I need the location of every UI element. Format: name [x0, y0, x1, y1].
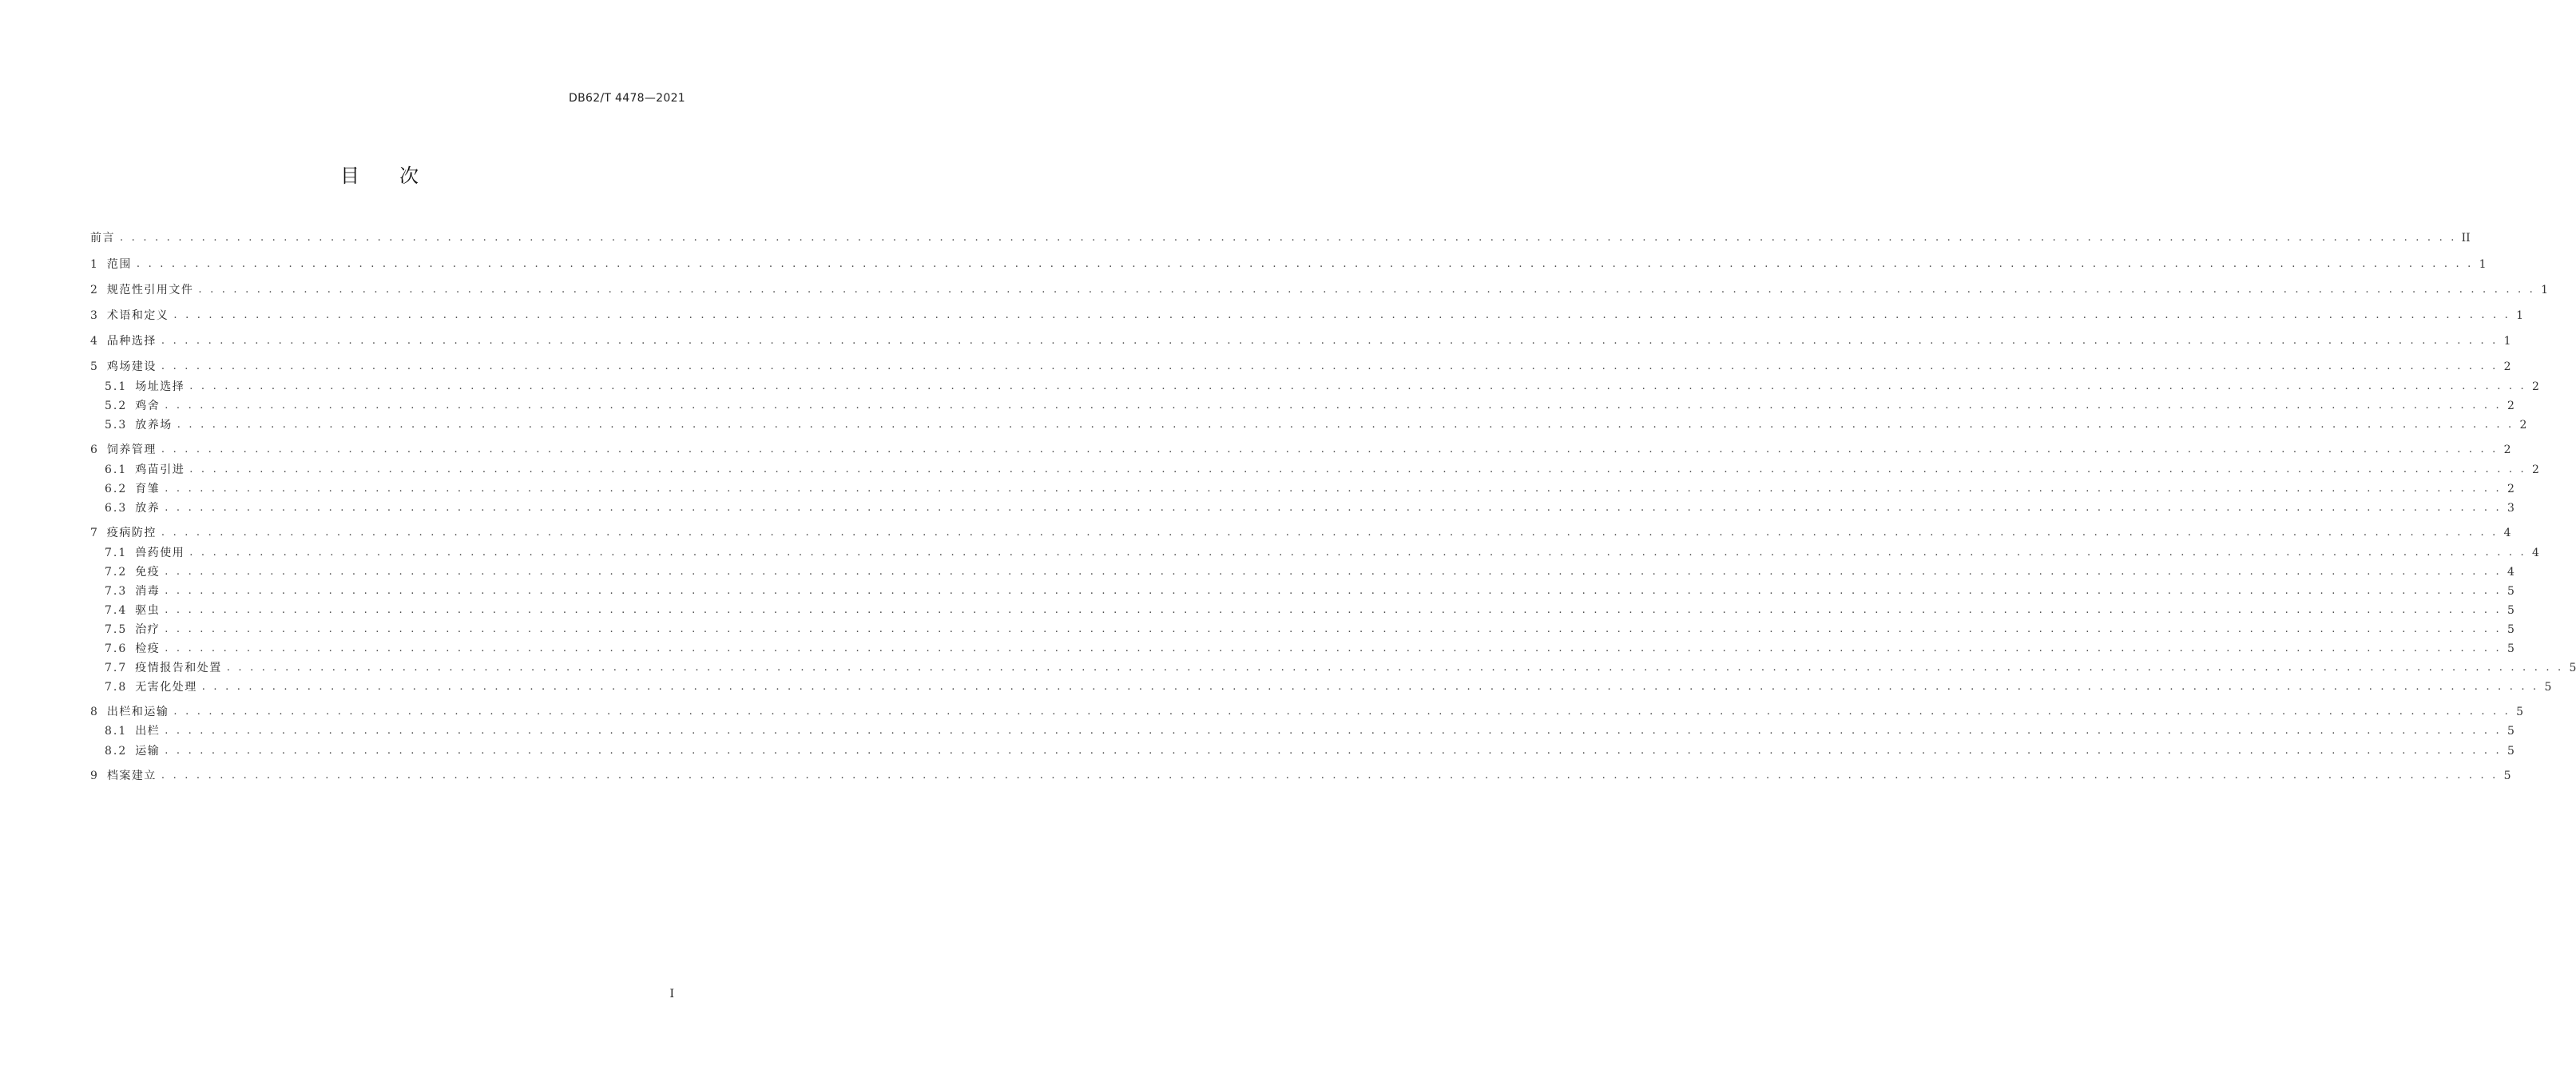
title-char-1: 目 — [340, 165, 359, 187]
toc-entry-number: 5.3 — [105, 419, 128, 432]
toc-entry[interactable] — [90, 525, 2511, 541]
toc-leader-dots: . . . . . . . . . . . . . . . . . . . . . . . . . . . . . . . . . . . . . . . . . . . . . . . . . . . . . . . . . . . . . . . . . . . . . . . . . . . . . . . . . . . . . . . . . . . . . . . . . . . . . . . . . . . . . . . . . . . . . . . . . . . . . . . . . . . . . . . . . . . . . . . . . . . . . . . . . . . . . . . . . . . . . . . . . . . . . . . . . . . . . . . . . . . . . . . . . . . . . . . . — [161, 360, 2499, 372]
toc-entry-title: 出栏和运输 — [106, 706, 169, 718]
toc-entry-title: 疫病防控 — [106, 527, 157, 539]
toc-leader-dots: . . . . . . . . . . . . . . . . . . . . . . . . . . . . . . . . . . . . . . . . . . . . . . . . . . . . . . . . . . . . . . . . . . . . . . . . . . . . . . . . . . . . . . . . . . . . . . . . . . . . . . . . . . . . . . . . . . . . . . . . . . . . . . . . . . . . . . . . . . . . . . . . . . . . . . . . . . . . . . . . . . . . . . . . . . . . . . . . . . . . . . . . . . . . . . . . . . . . . . . . — [173, 309, 2511, 321]
toc-entry-page: 2 — [2519, 419, 2527, 432]
toc-entry-title: 免疫 — [135, 566, 161, 579]
toc-leader-dots: . . . . . . . . . . . . . . . . . . . . . . . . . . . . . . . . . . . . . . . . . . . . . . . . . . . . . . . . . . . . . . . . . . . . . . . . . . . . . . . . . . . . . . . . . . . . . . . . . . . . . . . . . . . . . . . . . . . . . . . . . . . . . . . . . . . . . . . . . . . . . . . . . . . . . . . . . . . . . . . . . . . . . . . . . . . . . . . . . . . . . . . . . . . . . . . . . . . . . . . . — [120, 232, 2457, 244]
toc-leader-dots: . . . . . . . . . . . . . . . . . . . . . . . . . . . . . . . . . . . . . . . . . . . . . . . . . . . . . . . . . . . . . . . . . . . . . . . . . . . . . . . . . . . . . . . . . . . . . . . . . . . . . . . . . . . . . . . . . . . . . . . . . . . . . . . . . . . . . . . . . . . . . . . . . . . . . . . . . . . . . . . . . . . . . . . . . . . . . . . . . . . . . . . . . . . . . . . . . . . . . . . . — [136, 258, 2474, 270]
toc-leader-dots: . . . . . . . . . . . . . . . . . . . . . . . . . . . . . . . . . . . . . . . . . . . . . . . . . . . . . . . . . . . . . . . . . . . . . . . . . . . . . . . . . . . . . . . . . . . . . . . . . . . . . . . . . . . . . . . . . . . . . . . . . . . . . . . . . . . . . . . . . . . . . . . . . . . . . . . . . . . . . . . . . . . . . . . . . . . . . . . . . . . . . . . . . . . . . . . . . . . . . . . . — [226, 662, 2564, 674]
toc-leader-dots: . . . . . . . . . . . . . . . . . . . . . . . . . . . . . . . . . . . . . . . . . . . . . . . . . . . . . . . . . . . . . . . . . . . . . . . . . . . . . . . . . . . . . . . . . . . . . . . . . . . . . . . . . . . . . . . . . . . . . . . . . . . . . . . . . . . . . . . . . . . . . . . . . . . . . . . . . . . . . . . . . . . . . . . . . . . . . . . . . . . . . . . . . . . . . . . . . . . . . . . . — [165, 483, 2502, 495]
toc-entry-title: 术语和定义 — [106, 309, 169, 322]
toc-leader-dots: . . . . . . . . . . . . . . . . . . . . . . . . . . . . . . . . . . . . . . . . . . . . . . . . . . . . . . . . . . . . . . . . . . . . . . . . . . . . . . . . . . . . . . . . . . . . . . . . . . . . . . . . . . . . . . . . . . . . . . . . . . . . . . . . . . . . . . . . . . . . . . . . . . . . . . . . . . . . . . . . . . . . . . . . . . . . . . . . . . . . . . . . . . . . . . . . . . . . . . . . — [161, 444, 2499, 455]
toc-entry-number: 7.8 — [105, 681, 128, 694]
toc-entry[interactable] — [90, 462, 2539, 478]
toc-entry-number: 6 — [90, 444, 99, 456]
toc-entry-title: 场址选择 — [135, 380, 185, 393]
toc-entry-title: 鸡舍 — [135, 400, 161, 412]
toc-entry-number: 7.4 — [105, 604, 128, 617]
toc-entry-number: 5.2 — [105, 400, 128, 412]
toc-entry[interactable] — [90, 660, 2576, 676]
toc-entry-page: 1 — [2516, 309, 2524, 322]
toc-entry-title: 范围 — [106, 258, 132, 271]
toc-entry[interactable] — [90, 359, 2511, 375]
toc-entry-page: 2 — [2503, 444, 2511, 456]
toc-leader-dots: . . . . . . . . . . . . . . . . . . . . . . . . . . . . . . . . . . . . . . . . . . . . . . . . . . . . . . . . . . . . . . . . . . . . . . . . . . . . . . . . . . . . . . . . . . . . . . . . . . . . . . . . . . . . . . . . . . . . . . . . . . . . . . . . . . . . . . . . . . . . . . . . . . . . . . . . . . . . . . . . . . . . . . . . . . . . . . . . . . . . . . . . . . . . . . . . . . . . . . . . — [161, 335, 2499, 347]
toc-entry-title: 治疗 — [135, 623, 161, 636]
toc-entry-page: II — [2461, 232, 2471, 245]
toc-leader-dots: . . . . . . . . . . . . . . . . . . . . . . . . . . . . . . . . . . . . . . . . . . . . . . . . . . . . . . . . . . . . . . . . . . . . . . . . . . . . . . . . . . . . . . . . . . . . . . . . . . . . . . . . . . . . . . . . . . . . . . . . . . . . . . . . . . . . . . . . . . . . . . . . . . . . . . . . . . . . . . . . . . . . . . . . . . . . . . . . . . . . . . . . . . . . . . . . . . . . . . . . — [189, 547, 2526, 559]
toc-entry-number: 8.1 — [105, 725, 128, 738]
toc-entry-title: 品种选择 — [106, 335, 157, 348]
toc-leader-dots: . . . . . . . . . . . . . . . . . . . . . . . . . . . . . . . . . . . . . . . . . . . . . . . . . . . . . . . . . . . . . . . . . . . . . . . . . . . . . . . . . . . . . . . . . . . . . . . . . . . . . . . . . . . . . . . . . . . . . . . . . . . . . . . . . . . . . . . . . . . . . . . . . . . . . . . . . . . . . . . . . . . . . . . . . . . . . . . . . . . . . . . . . . . . . . . . . . . . . . . . — [165, 400, 2502, 412]
toc-entry-title: 无害化处理 — [135, 681, 197, 694]
title-char-2: 次 — [399, 165, 419, 187]
toc-entry-page: 2 — [2503, 360, 2511, 373]
toc-leader-dots: . . . . . . . . . . . . . . . . . . . . . . . . . . . . . . . . . . . . . . . . . . . . . . . . . . . . . . . . . . . . . . . . . . . . . . . . . . . . . . . . . . . . . . . . . . . . . . . . . . . . . . . . . . . . . . . . . . . . . . . . . . . . . . . . . . . . . . . . . . . . . . . . . . . . . . . . . . . . . . . . . . . . . . . . . . . . . . . . . . . . . . . . . . . . . . . . . . . . . . . . — [165, 623, 2502, 635]
toc-entry-page: 5 — [2507, 623, 2514, 636]
toc-entry-title: 疫情报告和处置 — [135, 662, 222, 674]
toc-entry-number: 1 — [90, 258, 99, 271]
toc-entry-number: 2 — [90, 284, 99, 296]
toc-entry-number: 6.3 — [105, 502, 128, 515]
toc-leader-dots: . . . . . . . . . . . . . . . . . . . . . . . . . . . . . . . . . . . . . . . . . . . . . . . . . . . . . . . . . . . . . . . . . . . . . . . . . . . . . . . . . . . . . . . . . . . . . . . . . . . . . . . . . . . . . . . . . . . . . . . . . . . . . . . . . . . . . . . . . . . . . . . . . . . . . . . . . . . . . . . . . . . . . . . . . . . . . . . . . . . . . . . . . . . . . . . . . . . . . . . . — [173, 706, 2511, 718]
toc-leader-dots: . . . . . . . . . . . . . . . . . . . . . . . . . . . . . . . . . . . . . . . . . . . . . . . . . . . . . . . . . . . . . . . . . . . . . . . . . . . . . . . . . . . . . . . . . . . . . . . . . . . . . . . . . . . . . . . . . . . . . . . . . . . . . . . . . . . . . . . . . . . . . . . . . . . . . . . . . . . . . . . . . . . . . . . . . . . . . . . . . . . . . . . . . . . . . . . . . . . . . . . . — [165, 745, 2502, 757]
toc-entry-title: 档案建立 — [106, 770, 157, 782]
toc-entry[interactable] — [90, 641, 2514, 657]
toc-entry[interactable] — [90, 308, 2524, 324]
toc-entry[interactable] — [90, 282, 2549, 298]
toc-entry-title: 规范性引用文件 — [106, 284, 194, 296]
toc-leader-dots: . . . . . . . . . . . . . . . . . . . . . . . . . . . . . . . . . . . . . . . . . . . . . . . . . . . . . . . . . . . . . . . . . . . . . . . . . . . . . . . . . . . . . . . . . . . . . . . . . . . . . . . . . . . . . . . . . . . . . . . . . . . . . . . . . . . . . . . . . . . . . . . . . . . . . . . . . . . . . . . . . . . . . . . . . . . . . . . . . . . . . . . . . . . . . . . . . . . . . . . . — [165, 502, 2502, 514]
toc-entry-number: 7.6 — [105, 642, 128, 655]
toc-entry[interactable] — [90, 768, 2511, 784]
toc-entry-page: 5 — [2507, 745, 2514, 758]
toc-entry[interactable] — [90, 379, 2539, 395]
standard-number: DB62/T 4478—2021 — [569, 92, 685, 105]
toc-entry-page: 3 — [2507, 502, 2514, 515]
toc-entry-page: 5 — [2507, 585, 2514, 598]
toc-entry-number: 5 — [90, 360, 99, 373]
toc-entry-number: 4 — [90, 335, 99, 348]
toc-entry-number: 5.1 — [105, 380, 128, 393]
toc-entry-number: 9 — [90, 770, 99, 782]
toc-entry-page: 5 — [2544, 681, 2552, 694]
toc-leader-dots: . . . . . . . . . . . . . . . . . . . . . . . . . . . . . . . . . . . . . . . . . . . . . . . . . . . . . . . . . . . . . . . . . . . . . . . . . . . . . . . . . . . . . . . . . . . . . . . . . . . . . . . . . . . . . . . . . . . . . . . . . . . . . . . . . . . . . . . . . . . . . . . . . . . . . . . . . . . . . . . . . . . . . . . . . . . . . . . . . . . . . . . . . . . . . . . . . . . . . . . . — [189, 380, 2526, 392]
toc-entry-number: 7.2 — [105, 566, 128, 579]
toc-leader-dots: . . . . . . . . . . . . . . . . . . . . . . . . . . . . . . . . . . . . . . . . . . . . . . . . . . . . . . . . . . . . . . . . . . . . . . . . . . . . . . . . . . . . . . . . . . . . . . . . . . . . . . . . . . . . . . . . . . . . . . . . . . . . . . . . . . . . . . . . . . . . . . . . . . . . . . . . . . . . . . . . . . . . . . . . . . . . . . . . . . . . . . . . . . . . . . . . . . . . . . . . — [189, 463, 2526, 475]
toc-entry-number: 7 — [90, 527, 99, 539]
toc-entry-page: 5 — [2507, 725, 2514, 738]
toc-entry-page: 2 — [2507, 483, 2514, 495]
toc-entry[interactable] — [90, 704, 2524, 720]
toc-entry-page: 5 — [2507, 604, 2514, 617]
toc-entry-title: 兽药使用 — [135, 547, 185, 559]
toc-entry-number: 3 — [90, 309, 99, 322]
toc-entry[interactable] — [90, 622, 2514, 638]
toc-entry-title: 饲养管理 — [106, 444, 157, 456]
toc-entry-page: 4 — [2531, 547, 2539, 559]
toc-entry-number: 7.5 — [105, 623, 128, 636]
toc-entry-page: 5 — [2503, 770, 2511, 782]
toc-entry-number: 6.1 — [105, 463, 128, 476]
toc-entry-page: 2 — [2531, 380, 2539, 393]
page-number: I — [669, 988, 674, 1000]
toc-entry[interactable] — [90, 500, 2514, 516]
toc-entry[interactable] — [90, 333, 2511, 349]
toc-leader-dots: . . . . . . . . . . . . . . . . . . . . . . . . . . . . . . . . . . . . . . . . . . . . . . . . . . . . . . . . . . . . . . . . . . . . . . . . . . . . . . . . . . . . . . . . . . . . . . . . . . . . . . . . . . . . . . . . . . . . . . . . . . . . . . . . . . . . . . . . . . . . . . . . . . . . . . . . . . . . . . . . . . . . . . . . . . . . . . . . . . . . . . . . . . . . . . . . . . . . . . . . — [201, 681, 2539, 693]
toc-entry[interactable] — [90, 679, 2552, 695]
toc-entry-title: 消毒 — [135, 585, 161, 598]
toc-entry-page: 1 — [2479, 258, 2487, 271]
toc-entry-page: 5 — [2507, 642, 2514, 655]
toc-leader-dots: . . . . . . . . . . . . . . . . . . . . . . . . . . . . . . . . . . . . . . . . . . . . . . . . . . . . . . . . . . . . . . . . . . . . . . . . . . . . . . . . . . . . . . . . . . . . . . . . . . . . . . . . . . . . . . . . . . . . . . . . . . . . . . . . . . . . . . . . . . . . . . . . . . . . . . . . . . . . . . . . . . . . . . . . . . . . . . . . . . . . . . . . . . . . . . . . . . . . . . . . — [165, 585, 2502, 597]
toc-entry[interactable] — [90, 564, 2514, 580]
toc-leader-dots: . . . . . . . . . . . . . . . . . . . . . . . . . . . . . . . . . . . . . . . . . . . . . . . . . . . . . . . . . . . . . . . . . . . . . . . . . . . . . . . . . . . . . . . . . . . . . . . . . . . . . . . . . . . . . . . . . . . . . . . . . . . . . . . . . . . . . . . . . . . . . . . . . . . . . . . . . . . . . . . . . . . . . . . . . . . . . . . . . . . . . . . . . . . . . . . . . . . . . . . . — [161, 770, 2499, 782]
toc-leader-dots: . . . . . . . . . . . . . . . . . . . . . . . . . . . . . . . . . . . . . . . . . . . . . . . . . . . . . . . . . . . . . . . . . . . . . . . . . . . . . . . . . . . . . . . . . . . . . . . . . . . . . . . . . . . . . . . . . . . . . . . . . . . . . . . . . . . . . . . . . . . . . . . . . . . . . . . . . . . . . . . . . . . . . . . . . . . . . . . . . . . . . . . . . . . . . . . . . . . . . . . . — [165, 604, 2502, 616]
toc-entry-page: 4 — [2503, 527, 2511, 539]
page-title — [0, 160, 759, 188]
toc-entry[interactable] — [90, 603, 2514, 619]
toc-entry-page: 1 — [2541, 284, 2549, 296]
toc-entry-number: 6.2 — [105, 483, 128, 495]
toc-entry-title: 驱虫 — [135, 604, 161, 617]
toc-entry[interactable] — [90, 230, 2471, 246]
toc-entry[interactable] — [90, 545, 2539, 561]
toc-leader-dots: . . . . . . . . . . . . . . . . . . . . . . . . . . . . . . . . . . . . . . . . . . . . . . . . . . . . . . . . . . . . . . . . . . . . . . . . . . . . . . . . . . . . . . . . . . . . . . . . . . . . . . . . . . . . . . . . . . . . . . . . . . . . . . . . . . . . . . . . . . . . . . . . . . . . . . . . . . . . . . . . . . . . . . . . . . . . . . . . . . . . . . . . . . . . . . . . . . . . . . . . — [161, 527, 2499, 539]
toc-entry[interactable] — [90, 481, 2514, 497]
toc-entry-page: 2 — [2531, 463, 2539, 476]
toc-entry[interactable] — [90, 442, 2511, 458]
toc-entry-page: 4 — [2507, 566, 2514, 579]
toc-entry-title: 鸡苗引进 — [135, 463, 185, 476]
toc-entry-title: 出栏 — [135, 725, 161, 738]
toc-leader-dots: . . . . . . . . . . . . . . . . . . . . . . . . . . . . . . . . . . . . . . . . . . . . . . . . . . . . . . . . . . . . . . . . . . . . . . . . . . . . . . . . . . . . . . . . . . . . . . . . . . . . . . . . . . . . . . . . . . . . . . . . . . . . . . . . . . . . . . . . . . . . . . . . . . . . . . . . . . . . . . . . . . . . . . . . . . . . . . . . . . . . . . . . . . . . . . . . . . . . . . . . — [177, 419, 2514, 431]
toc-entry[interactable] — [90, 583, 2514, 599]
toc-entry-page: 1 — [2503, 335, 2511, 348]
toc-entry-number: 7.1 — [105, 547, 128, 559]
toc-entry[interactable] — [90, 723, 2514, 739]
toc-entry-number: 8 — [90, 706, 99, 718]
toc-entry[interactable] — [90, 398, 2514, 414]
toc-leader-dots: . . . . . . . . . . . . . . . . . . . . . . . . . . . . . . . . . . . . . . . . . . . . . . . . . . . . . . . . . . . . . . . . . . . . . . . . . . . . . . . . . . . . . . . . . . . . . . . . . . . . . . . . . . . . . . . . . . . . . . . . . . . . . . . . . . . . . . . . . . . . . . . . . . . . . . . . . . . . . . . . . . . . . . . . . . . . . . . . . . . . . . . . . . . . . . . . . . . . . . . . — [165, 642, 2502, 654]
toc-leader-dots: . . . . . . . . . . . . . . . . . . . . . . . . . . . . . . . . . . . . . . . . . . . . . . . . . . . . . . . . . . . . . . . . . . . . . . . . . . . . . . . . . . . . . . . . . . . . . . . . . . . . . . . . . . . . . . . . . . . . . . . . . . . . . . . . . . . . . . . . . . . . . . . . . . . . . . . . . . . . . . . . . . . . . . . . . . . . . . . . . . . . . . . . . . . . . . . . . . . . . . . . — [165, 725, 2502, 737]
toc-entry-number: 7.3 — [105, 585, 128, 598]
toc-entry-title: 放养场 — [135, 419, 173, 432]
toc-entry-number: 7.7 — [105, 662, 128, 674]
toc-entry-number: 8.2 — [105, 745, 128, 758]
toc-entry-title: 运输 — [135, 745, 161, 758]
toc-entry-page: 2 — [2507, 400, 2514, 412]
toc-entry[interactable] — [90, 257, 2487, 272]
toc-entry[interactable] — [90, 417, 2527, 433]
toc-entry-title: 前言 — [90, 232, 115, 245]
toc-entry-page: 5 — [2516, 706, 2524, 718]
toc-entry-page: 5 — [2569, 662, 2576, 674]
toc-entry-title: 育雏 — [135, 483, 161, 495]
toc-leader-dots: . . . . . . . . . . . . . . . . . . . . . . . . . . . . . . . . . . . . . . . . . . . . . . . . . . . . . . . . . . . . . . . . . . . . . . . . . . . . . . . . . . . . . . . . . . . . . . . . . . . . . . . . . . . . . . . . . . . . . . . . . . . . . . . . . . . . . . . . . . . . . . . . . . . . . . . . . . . . . . . . . . . . . . . . . . . . . . . . . . . . . . . . . . . . . . . . . . . . . . . . — [198, 284, 2536, 296]
toc-entry[interactable] — [90, 743, 2514, 759]
toc-entry-title: 放养 — [135, 502, 161, 515]
toc-entry-title: 检疫 — [135, 642, 161, 655]
toc-entry-title: 鸡场建设 — [106, 360, 157, 373]
toc-leader-dots: . . . . . . . . . . . . . . . . . . . . . . . . . . . . . . . . . . . . . . . . . . . . . . . . . . . . . . . . . . . . . . . . . . . . . . . . . . . . . . . . . . . . . . . . . . . . . . . . . . . . . . . . . . . . . . . . . . . . . . . . . . . . . . . . . . . . . . . . . . . . . . . . . . . . . . . . . . . . . . . . . . . . . . . . . . . . . . . . . . . . . . . . . . . . . . . . . . . . . . . . — [165, 566, 2502, 578]
